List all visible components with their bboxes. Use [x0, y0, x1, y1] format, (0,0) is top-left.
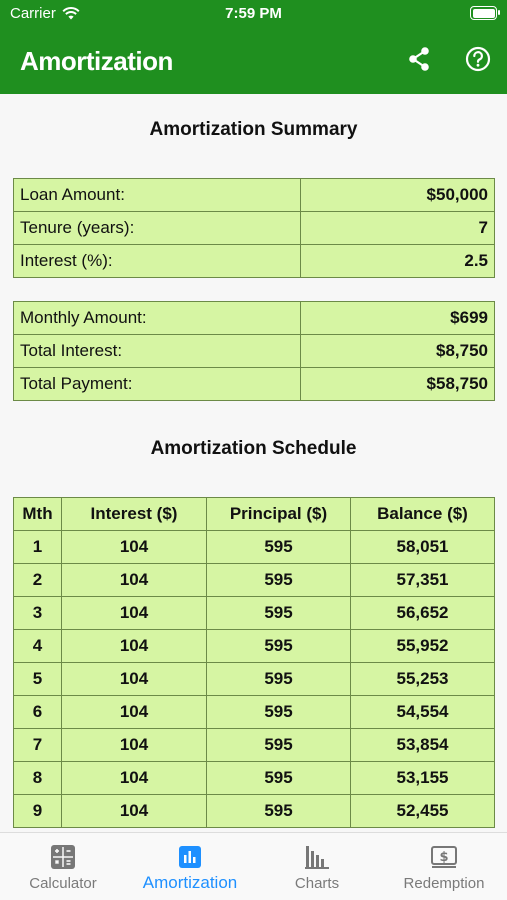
monthly-amount-value: $699 [301, 302, 495, 335]
monthly-amount-label: Monthly Amount: [14, 302, 301, 335]
month-cell: 6 [14, 696, 62, 729]
interest-cell: 104 [62, 795, 207, 828]
calculator-icon [49, 843, 77, 871]
charts-icon [303, 843, 331, 871]
balance-cell: 57,351 [351, 564, 495, 597]
interest-label: Interest (%): [14, 245, 301, 278]
tenure-value: 7 [301, 212, 495, 245]
interest-cell: 104 [62, 696, 207, 729]
tab-charts[interactable] [254, 833, 380, 900]
battery-icon [470, 6, 497, 20]
page-title: Amortization [20, 46, 173, 76]
share-button[interactable] [404, 44, 434, 74]
loan-amount-label: Loan Amount: [14, 179, 301, 212]
total-interest-value: $8,750 [301, 335, 495, 368]
table-row [14, 179, 495, 212]
column-header-month: Mth [14, 498, 62, 531]
month-cell: 1 [14, 531, 62, 564]
principal-cell: 595 [207, 696, 351, 729]
month-cell: 2 [14, 564, 62, 597]
balance-cell: 58,051 [351, 531, 495, 564]
carrier-label: Carrier [10, 5, 56, 22]
tab-label: Amortization [142, 873, 238, 892]
content-area[interactable] [0, 94, 507, 832]
results-table [13, 301, 495, 401]
balance-cell: 54,554 [351, 696, 495, 729]
principal-cell: 595 [207, 663, 351, 696]
table-row [14, 564, 495, 597]
interest-value: 2.5 [301, 245, 495, 278]
table-row [14, 335, 495, 368]
column-header-balance: Balance ($) [351, 498, 495, 531]
principal-cell: 595 [207, 564, 351, 597]
tab-label: Charts [294, 875, 340, 892]
interest-cell: 104 [62, 663, 207, 696]
tab-redemption[interactable] [381, 833, 507, 900]
tenure-label: Tenure (years): [14, 212, 301, 245]
tab-label: Calculator [29, 875, 97, 892]
interest-cell: 104 [62, 762, 207, 795]
table-row [14, 729, 495, 762]
interest-cell: 104 [62, 564, 207, 597]
month-cell: 9 [14, 795, 62, 828]
principal-cell: 595 [207, 729, 351, 762]
table-row [14, 630, 495, 663]
status-bar [0, 0, 507, 28]
schedule-table [13, 497, 495, 828]
table-row [14, 762, 495, 795]
interest-cell: 104 [62, 630, 207, 663]
principal-cell: 595 [207, 597, 351, 630]
month-cell: 7 [14, 729, 62, 762]
table-row [14, 212, 495, 245]
interest-cell: 104 [62, 531, 207, 564]
svg-text:$: $ [439, 850, 449, 865]
balance-cell: 52,455 [351, 795, 495, 828]
tab-label: Redemption [403, 875, 485, 892]
balance-cell: 55,952 [351, 630, 495, 663]
balance-cell: 56,652 [351, 597, 495, 630]
interest-cell: 104 [62, 729, 207, 762]
table-row [14, 245, 495, 278]
table-row [14, 531, 495, 564]
share-icon [406, 46, 432, 72]
principal-cell: 595 [207, 630, 351, 663]
help-icon [465, 46, 491, 72]
month-cell: 8 [14, 762, 62, 795]
top-bar [0, 0, 507, 94]
balance-cell: 53,854 [351, 729, 495, 762]
balance-cell: 55,253 [351, 663, 495, 696]
month-cell: 4 [14, 630, 62, 663]
inputs-table [13, 178, 495, 278]
table-row [14, 302, 495, 335]
total-interest-label: Total Interest: [14, 335, 301, 368]
schedule-body [14, 531, 495, 828]
loan-amount-value: $50,000 [301, 179, 495, 212]
schedule-title: Amortization Schedule [150, 438, 357, 459]
table-row [14, 368, 495, 401]
table-row [14, 696, 495, 729]
principal-cell: 595 [207, 531, 351, 564]
table-row [14, 663, 495, 696]
tab-amortization[interactable] [127, 833, 253, 900]
interest-cell: 104 [62, 597, 207, 630]
total-payment-value: $58,750 [301, 368, 495, 401]
tab-bar [0, 832, 507, 900]
month-cell: 3 [14, 597, 62, 630]
tab-calculator[interactable] [0, 833, 126, 900]
principal-cell: 595 [207, 795, 351, 828]
principal-cell: 595 [207, 762, 351, 795]
table-row [14, 597, 495, 630]
clock: 7:59 PM [225, 5, 282, 22]
month-cell: 5 [14, 663, 62, 696]
table-row [14, 795, 495, 828]
balance-cell: 53,155 [351, 762, 495, 795]
redemption-icon [430, 843, 458, 871]
column-header-interest: Interest ($) [62, 498, 207, 531]
total-payment-label: Total Payment: [14, 368, 301, 401]
summary-title: Amortization Summary [149, 119, 358, 140]
help-button[interactable] [463, 44, 493, 74]
table-header-row [14, 498, 495, 531]
column-header-principal: Principal ($) [207, 498, 351, 531]
amortization-icon [178, 845, 202, 869]
